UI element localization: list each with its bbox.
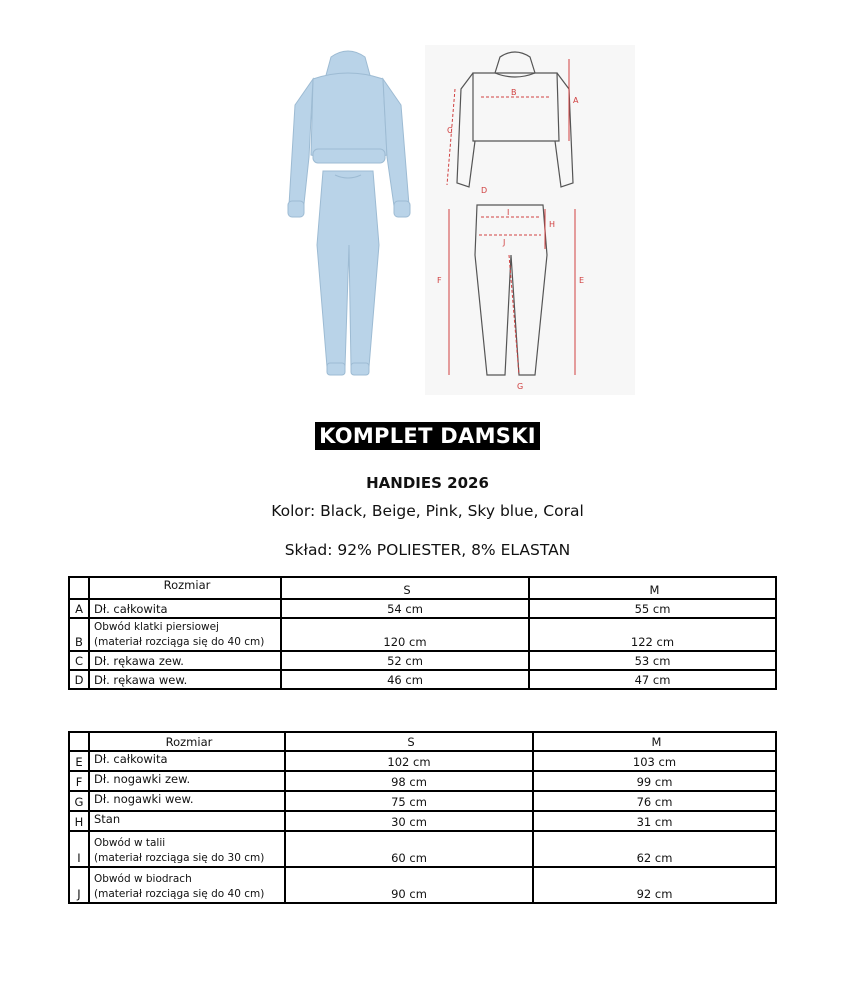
value-m: 122 cm [529, 618, 776, 651]
value-m: 53 cm [529, 651, 776, 670]
row-label: Obwód klatki piersiowej [94, 621, 219, 633]
size-header: Rozmiar [89, 732, 285, 751]
value-s: 52 cm [281, 651, 529, 670]
value-s: 54 cm [281, 599, 529, 618]
diagram-label-j: J [503, 238, 506, 247]
table-row [69, 811, 776, 831]
product-colors: Kolor: Black, Beige, Pink, Sky blue, Coral [271, 502, 584, 520]
diagram-label-e: E [579, 276, 585, 285]
row-label: Dł. nogawki wew. [89, 791, 285, 811]
value-m: 55 cm [529, 599, 776, 618]
size-m-header: M [529, 577, 776, 599]
table-row [69, 618, 776, 651]
table-row [69, 599, 776, 618]
diagram-label-i: I [507, 208, 510, 217]
value-m: 103 cm [533, 751, 776, 771]
row-letter: A [69, 599, 89, 618]
row-label-note: (materiał rozciąga się do 30 cm) [94, 852, 265, 864]
row-label: Dł. nogawki zew. [89, 771, 285, 791]
row-label: Obwód w biodrach [94, 873, 192, 885]
product-model: HANDIES 2026 [366, 474, 489, 492]
row-label: Dł. całkowita [89, 751, 285, 771]
diagram-label-f: F [437, 276, 442, 285]
measurement-diagram [425, 45, 635, 395]
value-m: 62 cm [533, 831, 776, 867]
row-letter: E [69, 751, 89, 771]
top-size-table [68, 576, 777, 690]
table-row [69, 670, 776, 689]
table-header [69, 577, 776, 599]
value-s: 30 cm [285, 811, 533, 831]
diagram-label-c: C [447, 126, 453, 135]
value-m: 76 cm [533, 791, 776, 811]
product-title: KOMPLET DAMSKI [315, 422, 540, 450]
row-label-cell [89, 831, 285, 867]
row-letter: I [69, 831, 89, 867]
value-m: 99 cm [533, 771, 776, 791]
row-letter: D [69, 670, 89, 689]
row-letter: J [69, 867, 89, 903]
product-composition: Skład: 92% POLIESTER, 8% ELASTAN [284, 541, 571, 559]
value-m: 47 cm [529, 670, 776, 689]
size-s-header: S [285, 732, 533, 751]
value-m: 31 cm [533, 811, 776, 831]
table-header [69, 732, 776, 751]
diagram-label-h: H [549, 220, 556, 229]
row-label-note: (materiał rozciąga się do 40 cm) [94, 888, 265, 900]
table-row [69, 867, 776, 903]
row-letter: B [69, 618, 89, 651]
table-row [69, 791, 776, 811]
table-row [69, 651, 776, 670]
diagram-label-b: B [511, 88, 517, 97]
title-wrapper [0, 422, 855, 450]
row-label: Stan [89, 811, 285, 831]
value-s: 90 cm [285, 867, 533, 903]
value-s: 120 cm [281, 618, 529, 651]
row-label-cell [89, 867, 285, 903]
row-label-cell [89, 618, 281, 651]
value-s: 98 cm [285, 771, 533, 791]
bottom-size-table [68, 731, 777, 904]
row-letter: C [69, 651, 89, 670]
row-label: Obwód w talii [94, 837, 166, 849]
value-s: 102 cm [285, 751, 533, 771]
value-s: 75 cm [285, 791, 533, 811]
table-row [69, 831, 776, 867]
table-row [69, 751, 776, 771]
row-label-note: (materiał rozciąga się do 40 cm) [94, 636, 265, 648]
row-label: Dł. rękawa wew. [89, 670, 281, 689]
diagram-label-g: G [517, 382, 524, 391]
diagram-label-a: A [573, 96, 579, 105]
value-s: 46 cm [281, 670, 529, 689]
table-header-empty [69, 577, 89, 599]
diagram-label-d: D [481, 186, 488, 195]
product-photo [283, 45, 413, 380]
row-label: Dł. całkowita [89, 599, 281, 618]
row-label: Dł. rękawa zew. [89, 651, 281, 670]
value-s: 60 cm [285, 831, 533, 867]
size-s-header: S [281, 577, 529, 599]
row-letter: H [69, 811, 89, 831]
row-letter: G [69, 791, 89, 811]
table-header-empty [69, 732, 89, 751]
table-row [69, 771, 776, 791]
size-m-header: M [533, 732, 776, 751]
size-header: Rozmiar [89, 577, 281, 599]
row-letter: F [69, 771, 89, 791]
value-m: 92 cm [533, 867, 776, 903]
